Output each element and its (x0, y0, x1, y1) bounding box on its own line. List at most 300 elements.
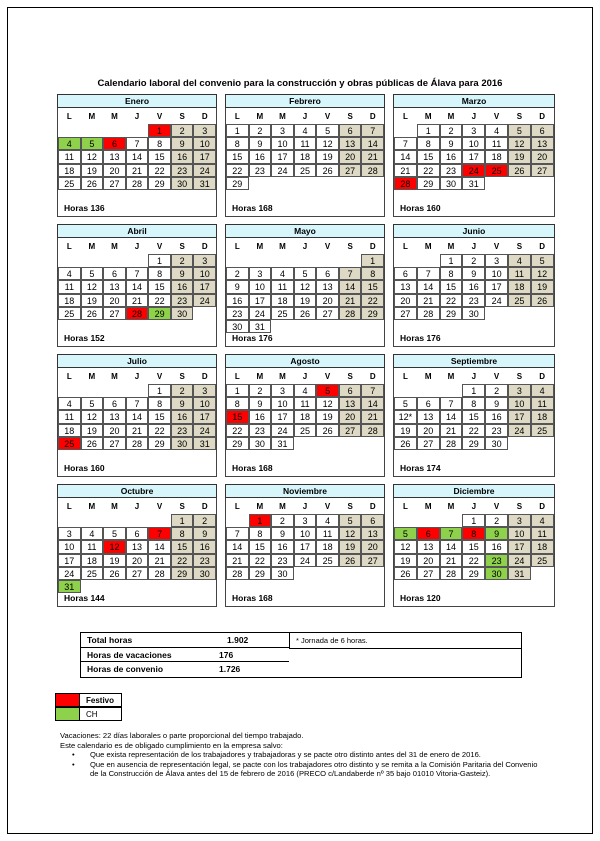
empty-cell (440, 384, 463, 397)
empty-cell (81, 384, 104, 397)
week-row (226, 384, 384, 397)
day-cell: 18 (58, 294, 81, 307)
day-cell: 28 (394, 177, 417, 190)
day-cell: 30 (485, 567, 508, 580)
day-cell: 22 (148, 424, 171, 437)
day-cell: 9 (440, 137, 463, 150)
week-row (58, 540, 216, 553)
day-cell: 6 (417, 527, 440, 540)
day-cell: 23 (171, 294, 194, 307)
day-cell: 31 (508, 567, 531, 580)
day-cell: 16 (271, 540, 294, 553)
day-cell: 19 (81, 164, 104, 177)
day-cell: 9 (193, 527, 216, 540)
day-cell: 13 (417, 540, 440, 553)
day-cell: 27 (339, 164, 362, 177)
day-cell: 29 (462, 567, 485, 580)
month-name: Mayo (225, 224, 385, 238)
day-cell: 21 (440, 424, 463, 437)
day-cell: 15 (148, 150, 171, 163)
total-hours-value: 1.902 (227, 635, 249, 645)
month-body (57, 108, 217, 217)
day-cell: 15 (226, 150, 249, 163)
weekday-letter: D (539, 502, 546, 511)
weekday-letter: V (493, 242, 500, 251)
day-cell: 25 (58, 177, 81, 190)
empty-cell (103, 124, 126, 137)
month-hours: Horas 168 (232, 593, 273, 603)
day-cell: 15 (462, 410, 485, 423)
week-row (226, 567, 384, 580)
day-cell: 4 (294, 124, 317, 137)
week-row (394, 410, 554, 423)
weekday-header (226, 110, 384, 124)
weekday-letter: M (256, 112, 264, 121)
empty-cell (508, 437, 531, 450)
day-cell: 19 (316, 150, 339, 163)
day-cell: 30 (171, 437, 194, 450)
day-cell: 2 (193, 514, 216, 527)
day-cell: 4 (316, 514, 339, 527)
month-abril (57, 224, 217, 347)
weekday-letter: J (302, 502, 308, 511)
day-cell: 4 (271, 267, 294, 280)
weekday-letter: M (111, 112, 118, 121)
day-cell: 10 (249, 280, 272, 293)
weekday-header (226, 370, 384, 384)
day-cell: 15 (417, 150, 440, 163)
day-cell: 9 (171, 137, 194, 150)
day-cell: 17 (508, 540, 531, 553)
day-cell: 25 (508, 294, 531, 307)
day-cell: 1 (249, 514, 272, 527)
day-cell: 7 (226, 527, 249, 540)
weekday-header (394, 370, 554, 384)
month-hours: Horas 152 (64, 333, 105, 343)
day-cell: 5 (294, 267, 317, 280)
bullet-icon: • (72, 750, 75, 759)
day-cell: 25 (531, 424, 554, 437)
day-cell: 7 (148, 527, 171, 540)
day-cell: 6 (339, 384, 362, 397)
day-cell: 3 (193, 124, 216, 137)
day-cell: 26 (294, 307, 317, 320)
empty-cell (126, 580, 149, 593)
day-cell: 24 (508, 424, 531, 437)
day-cell: 8 (148, 397, 171, 410)
shift-note: * Jornada de 6 horas. (296, 636, 368, 645)
day-cell: 19 (81, 424, 104, 437)
day-cell: 8 (226, 397, 249, 410)
day-cell: 5 (81, 397, 104, 410)
day-cell: 1 (148, 384, 171, 397)
weekday-letter: M (88, 372, 96, 381)
total-hours-row (81, 633, 289, 648)
week-row (226, 267, 384, 280)
weekday-letter: M (111, 502, 118, 511)
month-name: Noviembre (225, 484, 385, 498)
day-cell: 23 (440, 164, 463, 177)
weekday-letter: M (447, 502, 455, 511)
day-cell: 10 (508, 527, 531, 540)
week-row (226, 397, 384, 410)
month-body (225, 498, 385, 607)
day-cell: 31 (58, 580, 81, 593)
empty-cell (226, 254, 249, 267)
empty-cell (249, 177, 272, 190)
day-cell: 25 (81, 567, 104, 580)
vacation-hours-value: 176 (219, 649, 234, 660)
day-cell: 14 (126, 410, 149, 423)
day-cell: 23 (226, 307, 249, 320)
day-cell: 5 (531, 254, 554, 267)
week-row (394, 424, 554, 437)
empty-cell (126, 384, 149, 397)
exception-item (72, 759, 540, 779)
day-cell: 23 (485, 554, 508, 567)
empty-cell (361, 320, 384, 333)
day-cell: 4 (58, 137, 81, 150)
day-cell: 30 (249, 437, 272, 450)
day-cell: 12 (103, 540, 126, 553)
empty-cell (531, 437, 554, 450)
day-cell: 7 (126, 397, 149, 410)
day-cell: 17 (485, 280, 508, 293)
empty-cell (58, 384, 81, 397)
day-cell: 28 (126, 177, 149, 190)
day-cell: 15 (361, 280, 384, 293)
day-cell: 7 (440, 527, 463, 540)
month-noviembre (225, 484, 385, 607)
week-row (58, 150, 216, 163)
week-row (226, 280, 384, 293)
day-cell: 21 (339, 294, 362, 307)
day-cell: 2 (171, 254, 194, 267)
empty-cell (126, 124, 149, 137)
month-febrero (225, 94, 385, 217)
day-cell: 13 (316, 280, 339, 293)
month-hours: Horas 160 (400, 203, 441, 213)
day-cell: 17 (193, 150, 216, 163)
day-cell: 6 (126, 527, 149, 540)
day-cell: 23 (249, 164, 272, 177)
day-cell: 3 (508, 514, 531, 527)
weekday-header (58, 370, 216, 384)
month-body (57, 498, 217, 607)
ch-label: CH (80, 707, 122, 721)
empty-cell (417, 254, 440, 267)
month-body (393, 238, 555, 347)
day-cell: 24 (271, 164, 294, 177)
day-cell: 21 (226, 554, 249, 567)
empty-cell (103, 384, 126, 397)
day-cell: 23 (171, 164, 194, 177)
day-cell: 6 (316, 267, 339, 280)
empty-cell (531, 567, 554, 580)
day-cell: 18 (531, 540, 554, 553)
day-cell: 2 (171, 384, 194, 397)
weekday-letter: L (234, 242, 240, 251)
weekday-letter: V (156, 372, 163, 381)
totals-table (80, 632, 522, 678)
day-cell: 18 (316, 540, 339, 553)
day-cell: 5 (316, 384, 339, 397)
day-cell: 13 (103, 150, 126, 163)
day-cell: 24 (271, 424, 294, 437)
day-cell: 22 (361, 294, 384, 307)
weekday-letter: M (279, 372, 286, 381)
empty-cell (531, 307, 554, 320)
week-row (394, 527, 554, 540)
day-cell: 2 (485, 384, 508, 397)
day-cell: 7 (339, 267, 362, 280)
day-cell: 7 (417, 267, 440, 280)
day-cell: 21 (126, 164, 149, 177)
weekday-letter: S (179, 242, 185, 251)
day-cell: 15 (440, 280, 463, 293)
empty-cell (58, 254, 81, 267)
week-row (226, 294, 384, 307)
day-cell: 20 (316, 294, 339, 307)
day-cell: 6 (103, 397, 126, 410)
day-cell: 9 (226, 280, 249, 293)
week-row (58, 437, 216, 450)
day-cell: 17 (462, 150, 485, 163)
empty-cell (485, 307, 508, 320)
day-cell: 16 (485, 540, 508, 553)
day-cell: 30 (171, 177, 194, 190)
day-cell: 25 (271, 307, 294, 320)
vacation-note: Vacaciones: 22 días laborales o parte proporcional del tiempo trabajado. (60, 731, 304, 740)
day-cell: 11 (294, 137, 317, 150)
weekday-header (394, 500, 554, 514)
month-hours: Horas 160 (64, 463, 105, 473)
week-row (58, 177, 216, 190)
day-cell: 30 (485, 437, 508, 450)
day-cell: 24 (462, 164, 485, 177)
empty-cell (81, 514, 104, 527)
week-row (58, 164, 216, 177)
day-cell: 1 (226, 384, 249, 397)
day-cell: 28 (440, 567, 463, 580)
day-cell: 10 (193, 267, 216, 280)
day-cell: 28 (417, 307, 440, 320)
day-cell: 20 (103, 294, 126, 307)
weekday-letter: M (88, 502, 96, 511)
day-cell: 3 (271, 124, 294, 137)
day-cell: 9 (485, 397, 508, 410)
day-cell: 1 (440, 254, 463, 267)
day-cell: 26 (103, 567, 126, 580)
day-cell: 8 (148, 267, 171, 280)
day-cell: 8 (417, 137, 440, 150)
weekday-letter: V (156, 112, 163, 121)
month-name: Febrero (225, 94, 385, 108)
day-cell: 11 (58, 280, 81, 293)
week-row (394, 397, 554, 410)
day-cell: 18 (294, 410, 317, 423)
day-cell: 16 (226, 294, 249, 307)
weekday-letter: V (324, 112, 331, 121)
day-cell: 17 (193, 280, 216, 293)
month-name: Junio (393, 224, 555, 238)
empty-cell (148, 514, 171, 527)
week-row (394, 437, 554, 450)
day-cell: 10 (462, 137, 485, 150)
empty-cell (531, 177, 554, 190)
day-cell: 10 (58, 540, 81, 553)
empty-cell (440, 514, 463, 527)
empty-cell (316, 567, 339, 580)
day-cell: 20 (394, 294, 417, 307)
day-cell: 31 (271, 437, 294, 450)
day-cell: 22 (226, 424, 249, 437)
empty-cell (417, 384, 440, 397)
weekday-letter: J (134, 372, 140, 381)
month-hours: Horas 168 (232, 463, 273, 473)
day-cell: 12 (316, 137, 339, 150)
weekday-letter: S (179, 502, 185, 511)
week-row (58, 294, 216, 307)
month-hours: Horas 174 (400, 463, 441, 473)
day-cell: 2 (440, 124, 463, 137)
day-cell: 21 (126, 424, 149, 437)
weekday-letter: D (201, 112, 208, 121)
day-cell: 17 (58, 554, 81, 567)
day-cell: 2 (485, 514, 508, 527)
day-cell: 16 (193, 540, 216, 553)
day-cell: 22 (462, 424, 485, 437)
day-cell: 26 (81, 307, 104, 320)
weekday-letter: L (66, 112, 72, 121)
empty-cell (394, 514, 417, 527)
day-cell: 4 (485, 124, 508, 137)
empty-cell (485, 177, 508, 190)
day-cell: 13 (103, 280, 126, 293)
day-cell: 12 (531, 267, 554, 280)
weekday-letter: L (66, 502, 72, 511)
day-cell: 31 (462, 177, 485, 190)
weekday-letter: V (324, 502, 331, 511)
day-cell: 13 (339, 397, 362, 410)
day-cell: 9 (171, 397, 194, 410)
day-cell: 27 (417, 567, 440, 580)
empty-cell (193, 307, 216, 320)
week-row (58, 554, 216, 567)
day-cell: 13 (417, 410, 440, 423)
day-cell: 24 (508, 554, 531, 567)
day-cell: 18 (58, 424, 81, 437)
empty-cell (81, 254, 104, 267)
weekday-header (394, 110, 554, 124)
day-cell: 24 (485, 294, 508, 307)
month-julio (57, 354, 217, 477)
weekday-letter: D (201, 242, 208, 251)
empty-cell (361, 437, 384, 450)
month-body (393, 108, 555, 217)
day-cell: 24 (193, 294, 216, 307)
day-cell: 12 (81, 150, 104, 163)
day-cell: 22 (462, 554, 485, 567)
week-row (226, 150, 384, 163)
day-cell: 13 (394, 280, 417, 293)
day-cell: 8 (226, 137, 249, 150)
empty-cell (271, 254, 294, 267)
day-cell: 13 (103, 410, 126, 423)
day-cell: 21 (394, 164, 417, 177)
week-row (394, 164, 554, 177)
day-cell: 9 (249, 397, 272, 410)
day-cell: 16 (249, 150, 272, 163)
weekday-letter: J (471, 372, 477, 381)
agreement-hours-row (81, 662, 289, 677)
day-cell: 11 (271, 280, 294, 293)
day-cell: 6 (103, 267, 126, 280)
empty-cell (339, 320, 362, 333)
legend-ch (55, 707, 122, 721)
day-cell: 4 (508, 254, 531, 267)
weekday-letter: S (347, 502, 353, 511)
day-cell: 29 (226, 437, 249, 450)
day-cell: 16 (249, 410, 272, 423)
day-cell: 3 (58, 527, 81, 540)
day-cell: 5 (394, 527, 417, 540)
weekday-letter: S (347, 112, 353, 121)
day-cell: 28 (440, 437, 463, 450)
week-row (58, 527, 216, 540)
day-cell: 2 (226, 267, 249, 280)
week-row (58, 307, 216, 320)
weekday-letter: M (424, 372, 432, 381)
week-row (394, 177, 554, 190)
day-cell: 23 (271, 554, 294, 567)
empty-cell (339, 254, 362, 267)
footer-notes (60, 731, 540, 779)
weekday-letter: M (279, 242, 286, 251)
week-row (226, 527, 384, 540)
exception-text: Que exista representación de los trabajadores y trabajadoras y se pacte otro distinto antes del 31 de enero de 2016. (90, 750, 481, 759)
day-cell: 27 (339, 424, 362, 437)
weekday-letter: J (302, 242, 308, 251)
month-name: Marzo (393, 94, 555, 108)
day-cell: 15 (462, 540, 485, 553)
empty-cell (394, 384, 417, 397)
weekday-letter: S (516, 112, 523, 121)
month-junio (393, 224, 555, 347)
day-cell: 24 (58, 567, 81, 580)
day-cell: 19 (103, 554, 126, 567)
day-cell: 1 (226, 124, 249, 137)
day-cell: 18 (531, 410, 554, 423)
day-cell: 20 (531, 150, 554, 163)
month-hours: Horas 176 (400, 333, 441, 343)
day-cell: 3 (193, 384, 216, 397)
day-cell: 10 (193, 397, 216, 410)
weekday-letter: J (302, 372, 308, 381)
day-cell: 11 (531, 527, 554, 540)
month-name: Diciembre (393, 484, 555, 498)
day-cell: 13 (339, 137, 362, 150)
month-agosto (225, 354, 385, 477)
weekday-letter: D (369, 372, 376, 381)
day-cell: 3 (508, 384, 531, 397)
day-cell: 29 (462, 437, 485, 450)
day-cell: 8 (249, 527, 272, 540)
day-cell: 27 (417, 437, 440, 450)
month-body (225, 238, 385, 347)
weekday-letter: M (424, 112, 432, 121)
week-row (58, 580, 216, 593)
